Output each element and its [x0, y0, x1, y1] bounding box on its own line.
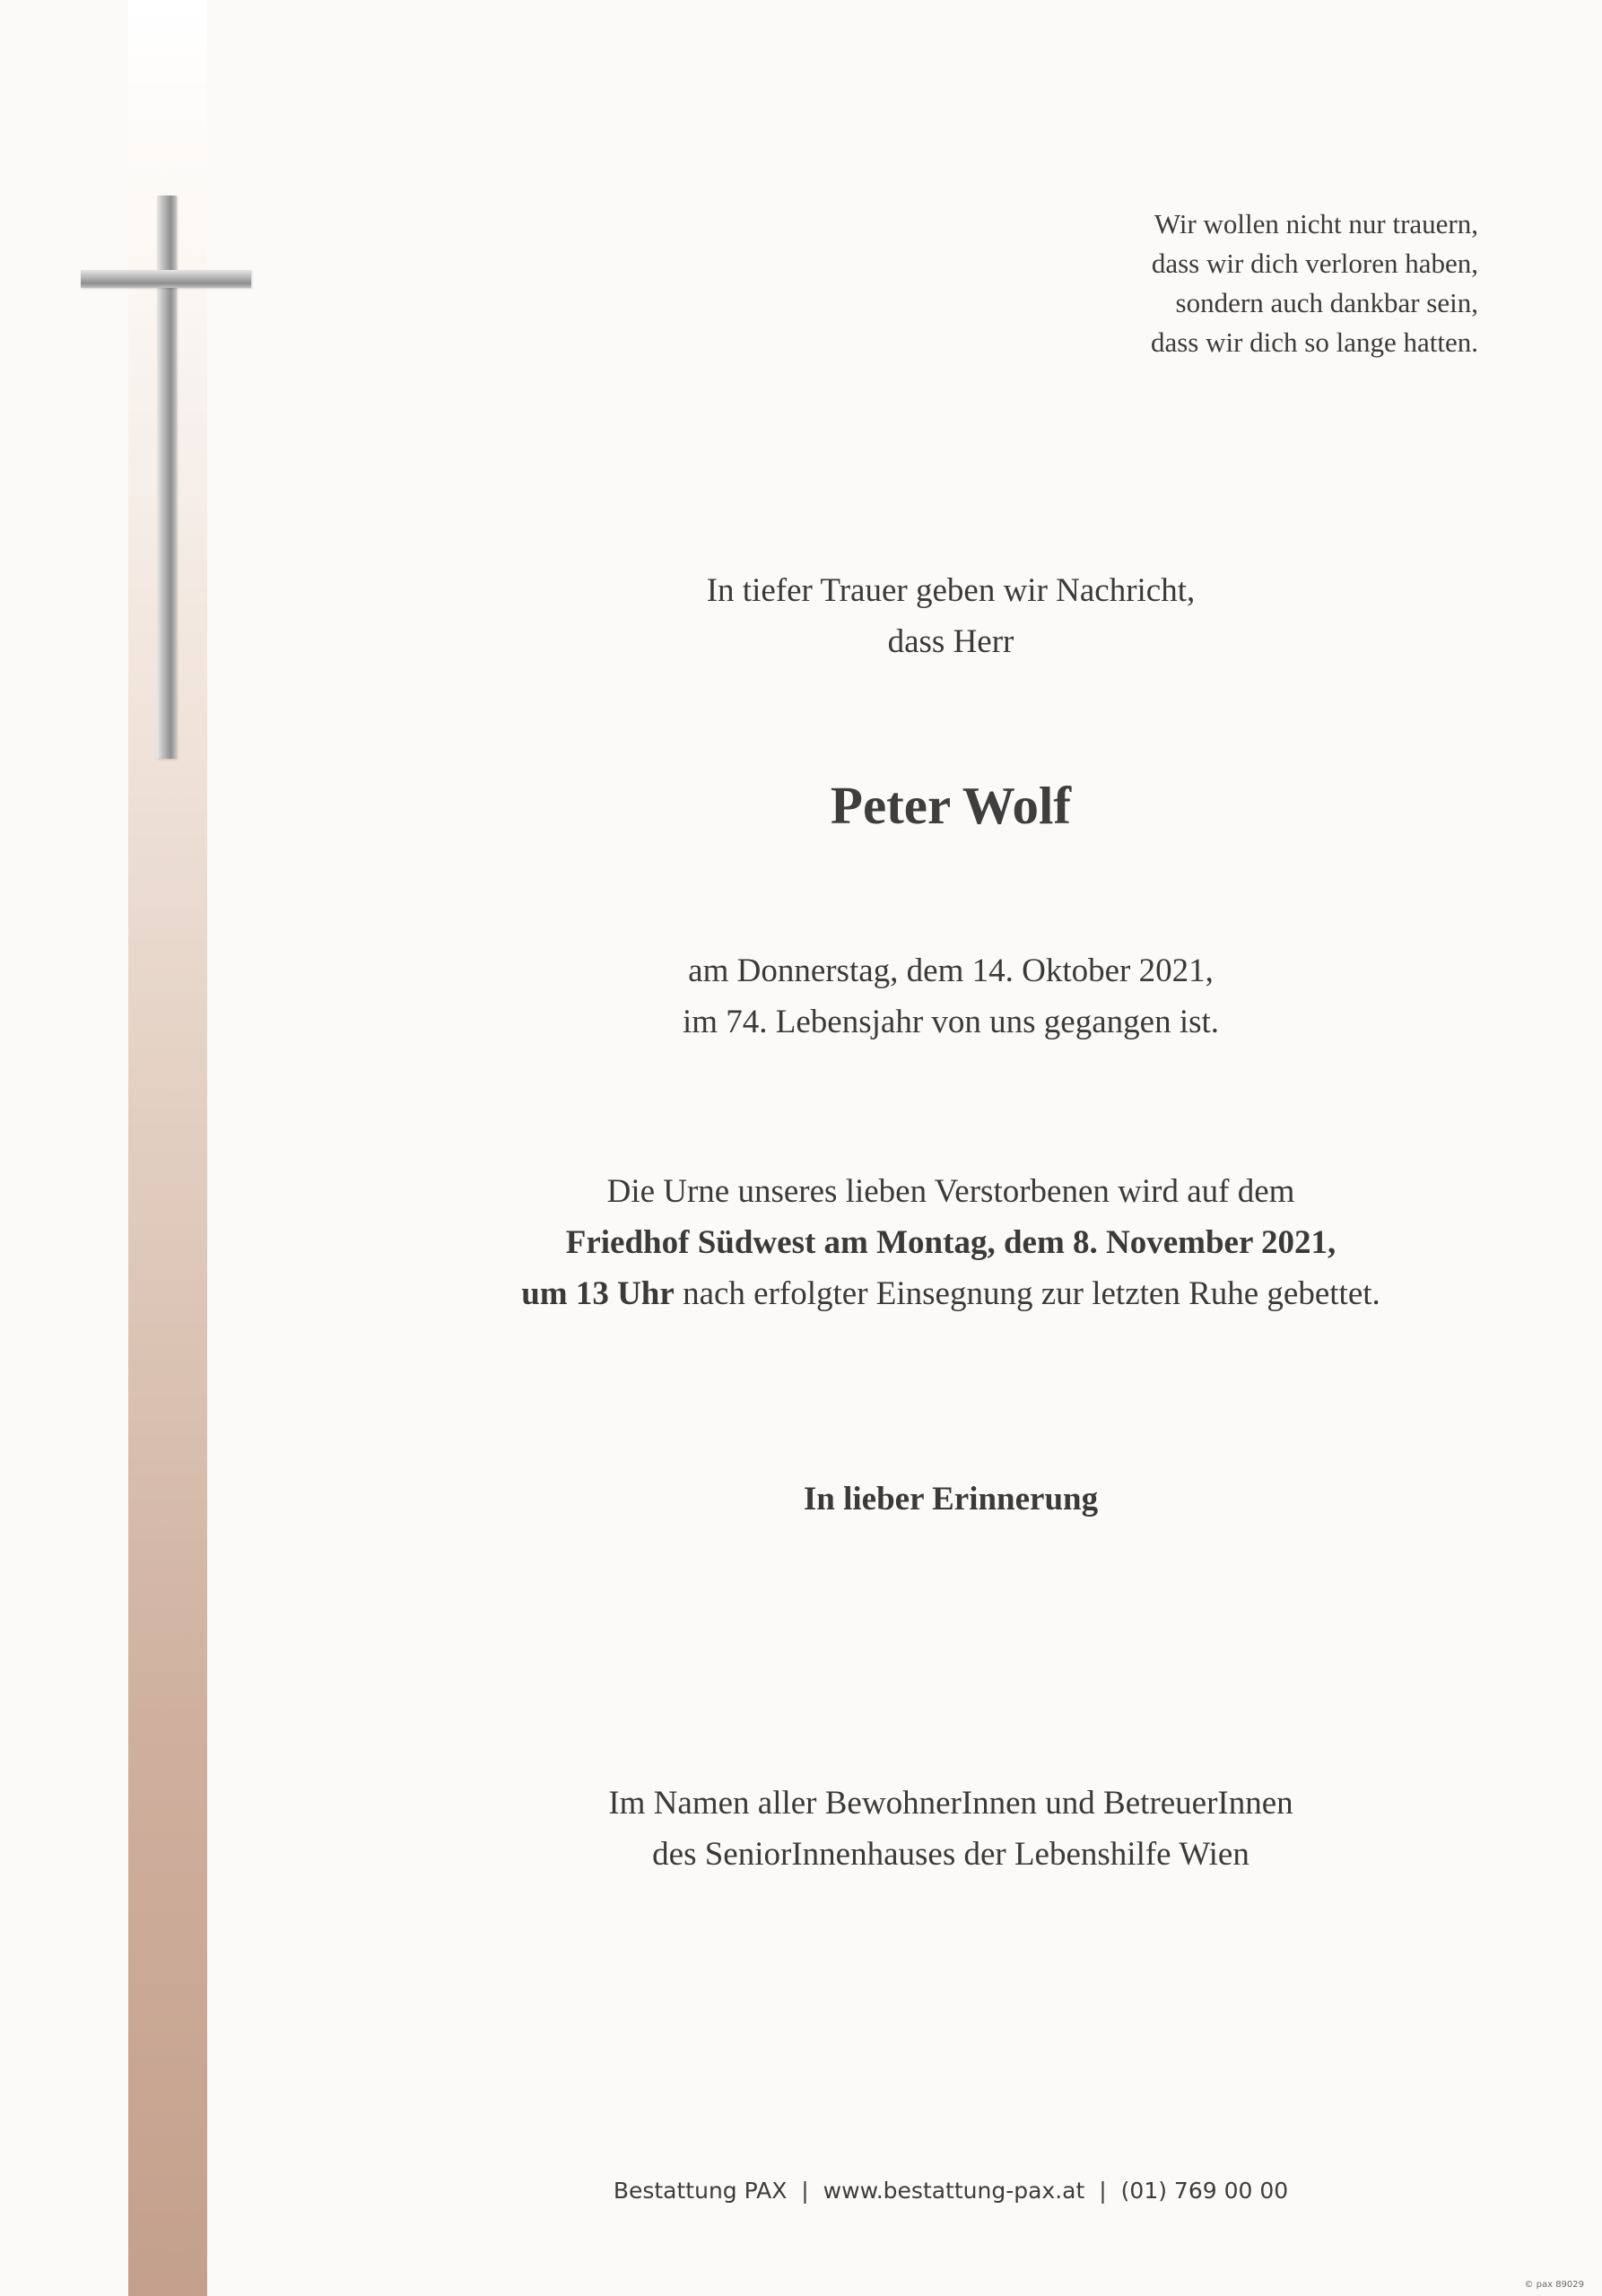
footer-separator: | [801, 2178, 809, 2204]
burial-time: um 13 Uhr [521, 1275, 675, 1312]
quote-line: Wir wollen nicht nur trauern, [1154, 208, 1478, 239]
footer-website: www.bestattung-pax.at [823, 2178, 1085, 2204]
deceased-name: Peter Wolf [830, 776, 1072, 835]
print-code: © pax 89029 [1524, 2280, 1584, 2290]
date-line: im 74. Lebensjahr von uns gegangen ist. [682, 1004, 1220, 1040]
burial-time-rest: nach erfolgter Einsegnung zur letzten Ruhe gebettet. [674, 1275, 1380, 1312]
footer-separator: | [1099, 2178, 1107, 2204]
announcement-intro [377, 565, 1525, 667]
signature-block [377, 1778, 1525, 1880]
burial-details [377, 1166, 1525, 1319]
burial-location-date [377, 1217, 1525, 1268]
intro-line: dass Herr [887, 623, 1014, 660]
footer-company: Bestattung PAX [613, 2178, 788, 2204]
date-line: am Donnerstag, dem 14. Oktober 2021, [688, 952, 1214, 989]
signature-line: des SeniorInnenhauses der Lebenshilfe Wien [652, 1836, 1249, 1873]
burial-line: Die Urne unseres lieben Verstorbenen wird auf dem [606, 1173, 1295, 1210]
burial-time-line [377, 1268, 1525, 1319]
quote-line: sondern auch dankbar sein, [1175, 287, 1478, 318]
death-date [377, 945, 1525, 1048]
memorial-quote [940, 204, 1478, 362]
funeral-home-footer [377, 2178, 1525, 2204]
burial-location-date-text: Friedhof Südwest am Montag, dem 8. November 2021, [565, 1224, 1336, 1261]
remembrance-line: In lieber Erinnerung [803, 1481, 1099, 1518]
footer-phone: (01) 769 00 00 [1120, 2178, 1289, 2204]
quote-line: dass wir dich so lange hatten. [1150, 326, 1478, 358]
cross-horizontal-bar [81, 270, 251, 288]
intro-line: In tiefer Trauer geben wir Nachricht, [706, 572, 1196, 609]
quote-line: dass wir dich verloren haben, [1151, 248, 1478, 279]
signature-line: Im Namen aller BewohnerInnen und BetreuerInnen [608, 1785, 1293, 1822]
